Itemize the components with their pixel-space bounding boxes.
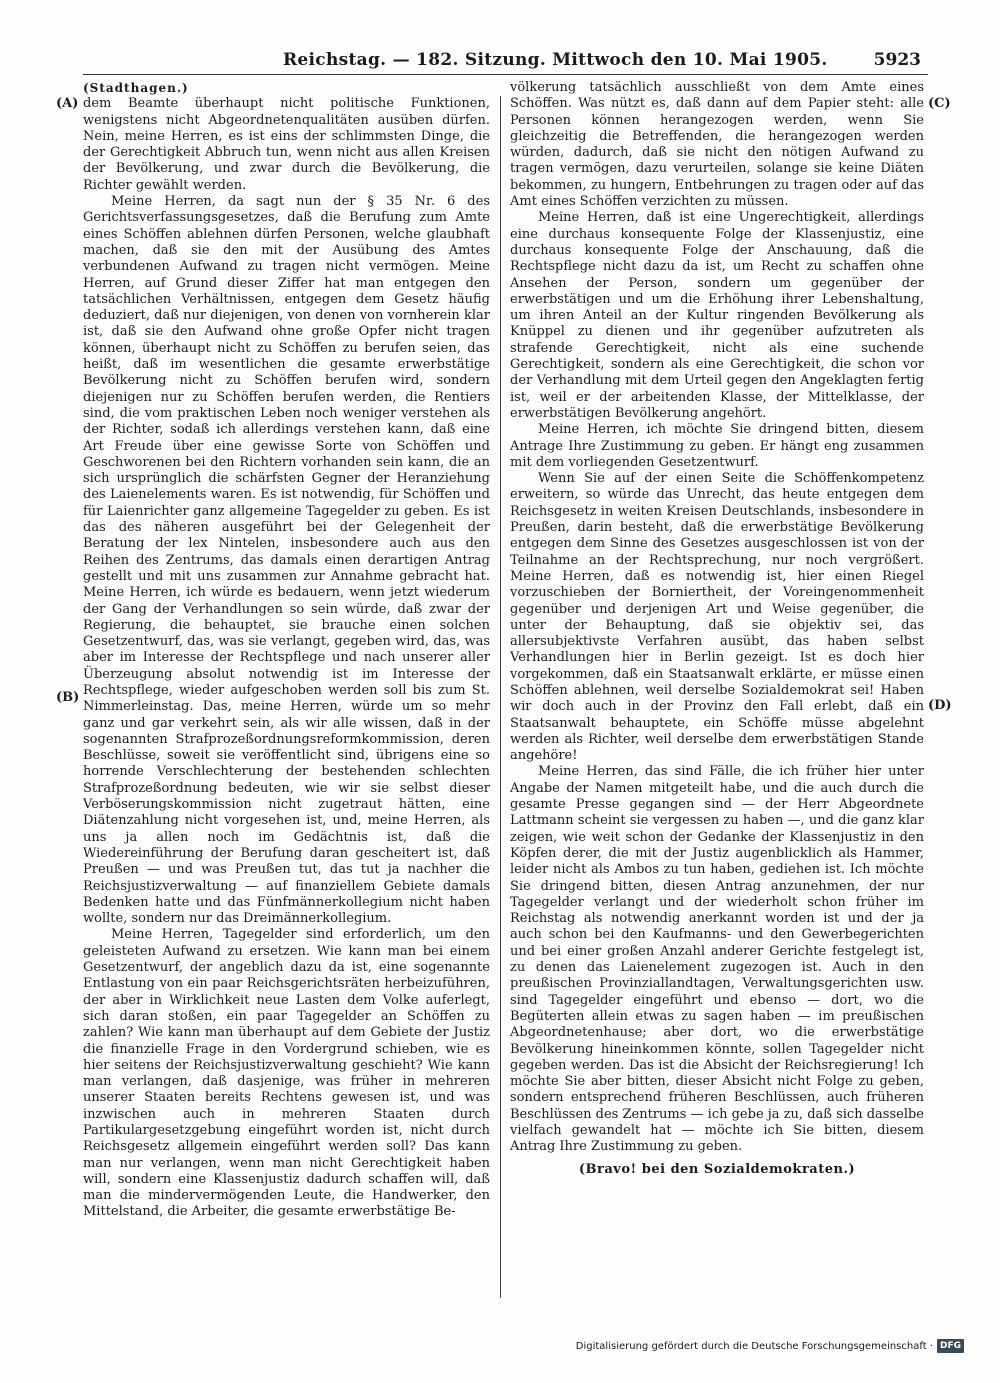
right-paragraph: völkerung tatsächlich ausschließt von dem Amte eines Schöffen. Was nützt es, daß dann auf dem Papier steht: alle Personen können herangezogen werden, wenn Sie gleichzeitig die Betreffenden, die herangezogen werden würden, dadurch, daß sie nicht den nötigen Aufwand zu tragen vermögen, dazu verurteilen, solange sie keine Diäten bekommen, zu hungern, Entbehrungen zu tragen oder auf das Amt eines Schöffen verzichten zu müssen.: [510, 80, 924, 210]
right-paragraph: Meine Herren, daß ist eine Ungerechtigkeit, allerdings eine durchaus konsequente Folge der Klassenjustiz, eine durchaus konsequente Folge der Anschauung, daß die Rechtspflege nicht dazu da ist, um Recht zu schaffen ohne Ansehen der Person, sondern um gegenüber der erwerbstätigen und um die Erhöhung ihrer Lebenshaltung, um ihren Anteil an der Kultur ringenden Bevölkerung als Knüppel zu dienen und ihr gegenüber aufzutreten als strafende Gerechtigkeit, nicht als eine suchende Gerechtigkeit, sondern als eine Gerechtigkeit, die schon vor der Verhandlung mit dem Urteil gegen den Angeklagten fertig ist, weil er der arbeitenden Klasse, der Mittelklasse, der erwerbstätigen Bevölkerung angehört.: [510, 210, 924, 421]
footer: [576, 1339, 964, 1353]
header-rule: [83, 74, 928, 75]
page-header: [83, 50, 921, 76]
left-paragraph: dem Beamte überhaupt nicht politische Funktionen, wenigstens nicht Abgeordnetenqualitäten ausüben dürfen. Nein, meine Herren, es ist eins der schlimmsten Dinge, die der Gerechtigkeit Abbruch tun, wenn nicht aus allen Kreisen der Bevölkerung, und zwar durch die Bevölkerung, die Richter gewählt werden.: [83, 96, 490, 193]
page-number: 5923: [873, 50, 921, 70]
left-column: [83, 80, 490, 1221]
applause-note: (Bravo! bei den Sozialdemokraten.): [578, 1161, 856, 1177]
left-paragraph: Meine Herren, da sagt nun der § 35 Nr. 6 des Gerichtsverfassungsgesetzes, daß die Berufung zum Amte eines Schöffen ablehnen dürfen Personen, welche glaubhaft machen, daß sie den mit der Ausübung des Amtes verbundenen Aufwand zu tragen nicht vermögen. Meine Herren, auf Grund dieser Ziffer hat man entgegen den tatsächlichen Verhältnissen, entgegen dem Gesetz häufig deduziert, daß nur diejenigen, von denen von vornherein klar ist, daß sie den Aufwand ohne große Opfer nicht tragen können, überhaupt nicht zu Schöffen zu berufen seien, das heißt, daß im wesentlichen die gesamte erwerbstätige Bevölkerung nicht zu Schöffen berufen wird, sondern diejenigen nur zu Schöffen berufen werden, die Rentiers sind, die vom praktischen Leben noch weniger verstehen als der Richter, sodaß ich allerdings verstehen kann, daß eine Art Freude über eine gewisse Sorte von Schöffen und Geschworenen bei den Richtern vorhanden sein kann, die an sich ursprünglich die schärfsten Gegner der Heranziehung des Laienelements waren. Es ist notwendig, für Schöffen und für Laienrichter ganz allgemeine Tagegelder zu geben. Es ist das des näheren ausgeführt bei der Gelegenheit der Beratung der lex Nintelen, insbesondere auch aus den Reihen des Zentrums, das damals einen derartigen Antrag gestellt und mit uns zusammen zur Annahme gebracht hat. Meine Herren, ich würde es bedauern, wenn jetzt wiederum der Gang der Verhandlungen so sein würde, daß zwar der Regierung, die behauptet, sie brauche einen solchen Gesetzentwurf, das, was sie verlangt, gegeben wird, das, was aber im Interesse der Rechtspflege und nach unserer aller Überzeugung absolut notwendig ist im Interesse der Rechtspflege, wieder aufgeschoben werden soll bis zum St. Nimmerleinstag. Das, meine Herren, würde um so mehr ganz und gar verkehrt sein, als wir alle wissen, daß in der sogenannten Strafprozeßordnungsreformkommission, deren Beschlüsse, soweit sie veröffentlicht sind, übrigens eine so horrende Verschlechterung der bestehenden schlechten Strafprozeßordnung bedeuten, wie wir sie selbst dieser Verböserungskommission nicht zugetraut hätten, eine Diätenzahlung nicht vorgesehen ist, und, meine Herren, als uns ja allen noch im Gedächtnis ist, daß die Wiedereinführung der Berufung daran gescheitert ist, daß Preußen — und was Preußen tut, das tut ja nachher die Reichsjustizverwaltung — auf finanziellem Gebiete damals Bedenken hatte und das Fünfmännerkollegium nicht haben wollte, sondern nur das Dreimännerkollegium.: [83, 194, 490, 927]
header-title: Reichstag. — 182. Sitzung. Mittwoch den 10. Mai 1905.: [283, 50, 828, 70]
right-paragraph: Wenn Sie auf der einen Seite die Schöffenkompetenz erweitern, so würde das Unrecht, das heute entgegen dem Reichsgesetz in weiten Kreisen Deutschlands, insbesondere in Preußen, darin besteht, daß die erwerbstätige Bevölkerung entgegen dem Sinne des Gesetzes ausgeschlossen ist von der Teilnahme an der Rechtsprechung, nur noch vergrößert. Meine Herren, daß es notwendig ist, hier einen Riegel vorzuschieben der Borniertheit, der Voreingenommenheit gegenüber und derjenigen Art und Weise gegenüber, die unter der Behauptung, daß sie objektiv sei, das allersubjektivste Verfahren ausübt, das haben selbst Verhandlungen hier in Berlin gezeigt. Ist es doch hier vorgekommen, daß ein Staatsanwalt erklärte, er müsse einen Schöffen ablehnen, weil derselbe Sozialdemokrat sei! Haben wir doch auch in der Provinz den Fall erlebt, daß ein Staatsanwalt behauptete, ein Schöffe müsse abgelehnt werden als Richter, weil derselbe dem erwerbstätigen Stande angehöre!: [510, 471, 924, 764]
dfg-logo: DFG: [937, 1339, 964, 1353]
margin-mark-d: (D): [928, 698, 952, 713]
margin-mark-b: (B): [56, 690, 80, 705]
speaker-label: (Stadthagen.): [83, 81, 189, 95]
left-paragraph: Meine Herren, Tagegelder sind erforderlich, um den geleisteten Aufwand zu ersetzen. Wie kann man bei einem Gesetzentwurf, der angeblich dazu da ist, eine sogenannte Entlastung von ein paar Reichsgerichtsräten herbeizuführen, der aber in Wirklichkeit neue Lasten dem Volke auferlegt, sich daran stoßen, ein paar Tagegelder an Schöffen zu zahlen? Wie kann man überhaupt auf dem Gebiete der Justiz die finanzielle Frage in den Vordergrund schieben, wie es hier seitens der Reichsjustizverwaltung geschieht? Wie kann man verlangen, daß dasjenige, was früher in mehreren unserer Staaten bereits Rechtens gewesen ist, und was inzwischen auch in mehreren Staaten durch Partikulargesetzgebung eingeführt worden ist, nicht durch Reichsgesetz allgemein eingeführt werden soll? Das kann man nur verlangen, wenn man nicht Gerechtigkeit haben will, sondern eine Klassenjustiz dadurch schaffen will, daß man die mindervermögenden Leute, die Handwerker, den Mittelstand, die Arbeiter, die gesamte erwerbstätige Be-: [83, 927, 490, 1220]
right-paragraph: Meine Herren, ich möchte Sie dringend bitten, diesem Antrage Ihre Zustimmung zu geben. Er hängt eng zusammen mit dem vorliegenden Gesetzentwurf.: [510, 422, 924, 470]
footer-text: Digitalisierung gefördert durch die Deutsche Forschungsgemeinschaft ·: [575, 1340, 933, 1352]
right-column: [510, 80, 924, 1178]
right-paragraph: Meine Herren, das sind Fälle, die ich früher hier unter Angabe der Namen mitgeteilt habe, und die auch durch die gesamte Presse gegangen sind — der Herr Abgeordnete Lattmann scheint sie vergessen zu haben —, und die ganz klar zeigen, wie weit schon der Gedanke der Klassenjustiz in den Köpfen derer, die mit der Justiz augenblicklich als Hammer, leider nicht als Ambos zu tun haben, gediehen ist. Ich möchte Sie dringend bitten, diesen Antrag anzunehmen, der nur Tagegelder verlangt und der wiederholt schon früher im Reichstag als notwendig anerkannt worden ist und der ja auch schon bei den Kaufmanns- und den Gewerbegerichten und bei einer großen Anzahl anderer Gerichte festgelegt ist, zu denen das Laienelement zugezogen ist. Auch in den preußischen Provinziallandtagen, Verwaltungsgerichten usw. sind Tagegelder eingeführt und ebenso — dort, wo die Begüterten allein etwas zu sagen haben — im preußischen Abgeordnetenhause; aber dort, wo die erwerbstätige Bevölkerung hineinkommen könnte, sollen Tagegelder nicht gegeben werden. Das ist die Absicht der Reichsregierung! Ich möchte Sie aber bitten, dieser Absicht nicht Folge zu geben, sondern entsprechend früheren Beschlüssen, auch früheren Beschlüssen des Zentrums — ich gebe ja zu, daß sich dasselbe vielfach gewandelt hat — möchte ich Sie bitten, diesem Antrag Ihre Zustimmung zu geben.: [510, 764, 924, 1155]
margin-mark-c: (C): [928, 96, 951, 111]
margin-mark-a: (A): [56, 96, 79, 111]
column-divider: [500, 96, 501, 1298]
